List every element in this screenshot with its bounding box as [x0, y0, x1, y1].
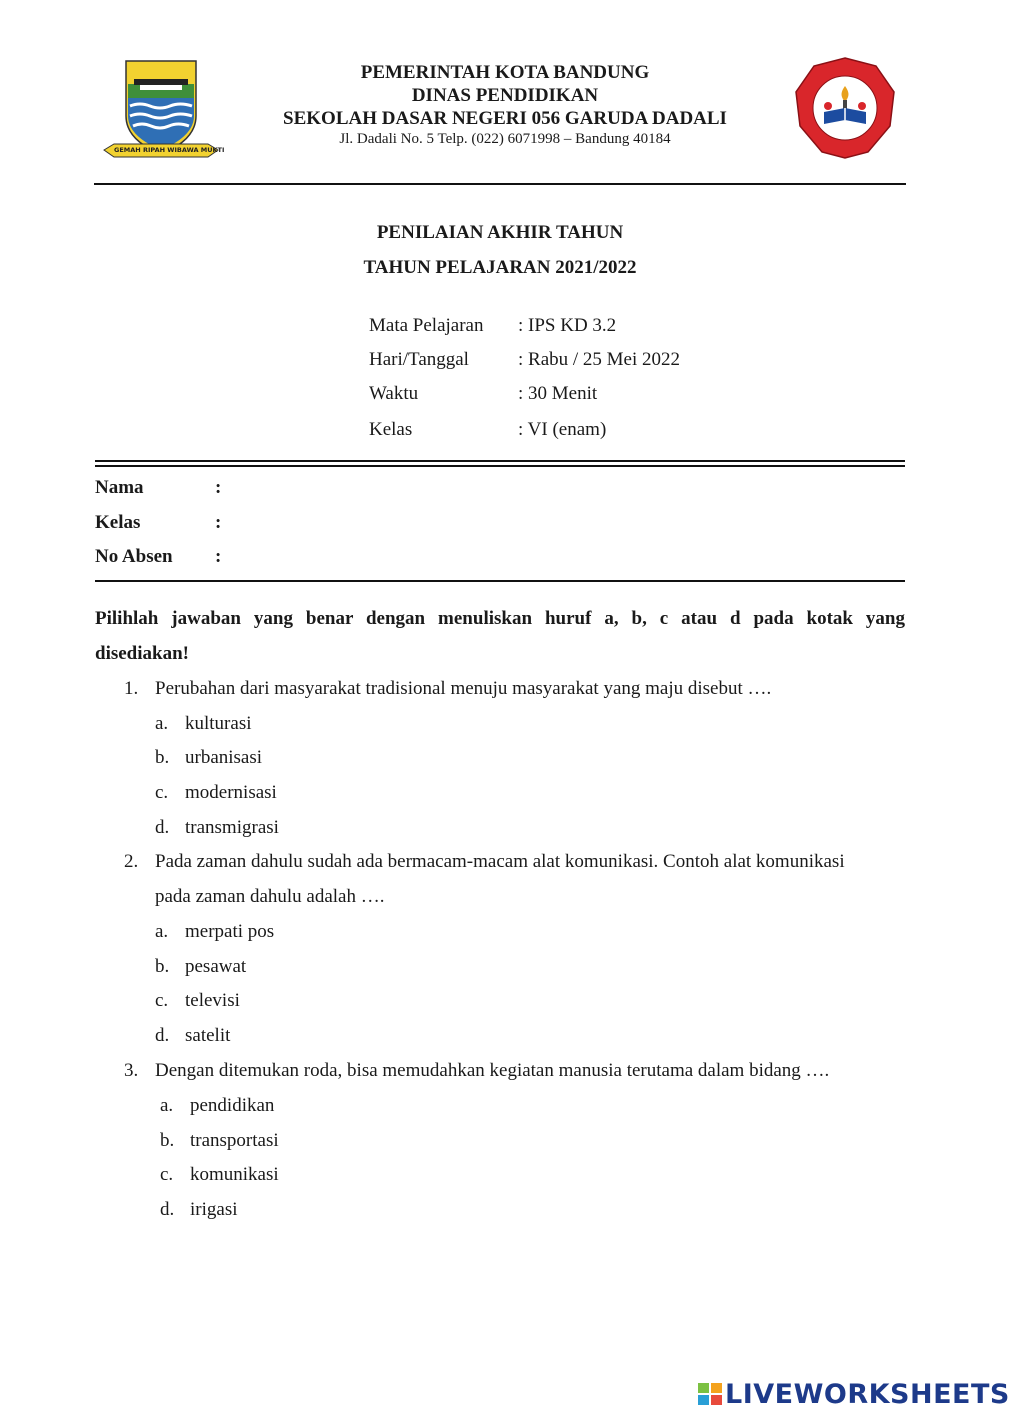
option-text[interactable]: modernisasi [185, 782, 277, 803]
option-letter: d. [160, 1199, 175, 1220]
student-fields-divider [95, 580, 905, 582]
info-time-value: : 30 Menit [518, 383, 598, 404]
option-letter: c. [155, 782, 169, 803]
exam-school-year: TAHUN PELAJARAN 2021/2022 [363, 257, 637, 278]
option-letter: a. [155, 713, 169, 734]
option-text[interactable]: urbanisasi [185, 747, 263, 768]
liveworksheets-wordmark: LIVEWORKSHEETS [725, 1378, 1010, 1410]
question-number: 2. [124, 851, 139, 872]
info-double-divider [95, 460, 905, 467]
student-class-field[interactable]: : [215, 512, 222, 533]
option-text[interactable]: pendidikan [190, 1095, 275, 1116]
option-text[interactable]: merpati pos [185, 921, 275, 942]
letterhead-school-name: SEKOLAH DASAR NEGERI 056 GARUDA DADALI [283, 108, 727, 129]
info-time-label: Waktu [369, 383, 419, 404]
option-letter: d. [155, 817, 170, 838]
question-text: Pada zaman dahulu sudah ada bermacam-macam alat komunikasi. Contoh alat komunikasi [155, 851, 845, 872]
letterhead-divider [94, 183, 906, 185]
liveworksheets-watermark [697, 1378, 1010, 1410]
crest-motto-ribbon: GEMAH RIPAH WIBAWA MUKTI [114, 146, 225, 154]
option-text[interactable]: komunikasi [190, 1164, 279, 1185]
option-text[interactable]: transportasi [190, 1130, 279, 1151]
info-class-value: : VI (enam) [518, 419, 607, 440]
letterhead-department: DINAS PENDIDIKAN [411, 85, 599, 106]
instructions-line-1: Pilihlah jawaban yang benar dengan menuliskan huruf a, b, c atau d pada kotak yang [95, 608, 905, 629]
option-letter: c. [160, 1164, 174, 1185]
option-text[interactable]: transmigrasi [185, 817, 279, 838]
question-text-continued: pada zaman dahulu adalah …. [155, 886, 385, 907]
option-letter: c. [155, 990, 169, 1011]
option-text[interactable]: satelit [185, 1025, 231, 1046]
letterhead-government: PEMERINTAH KOTA BANDUNG [360, 62, 650, 83]
exam-title: PENILAIAN AKHIR TAHUN [376, 222, 624, 243]
student-name-field[interactable]: : [215, 477, 222, 498]
option-letter: b. [160, 1130, 175, 1151]
option-text[interactable]: kulturasi [185, 713, 252, 734]
info-date-label: Hari/Tanggal [369, 349, 469, 370]
liveworksheets-logo-icon [697, 1381, 723, 1407]
option-text[interactable]: irigasi [190, 1199, 238, 1220]
student-name-label: Nama [95, 477, 144, 498]
student-absen-label: No Absen [95, 546, 173, 567]
question-number: 1. [124, 678, 139, 699]
student-absen-field[interactable]: : [215, 546, 222, 567]
info-class-label: Kelas [369, 419, 413, 440]
option-letter: a. [155, 921, 169, 942]
question-number: 3. [124, 1060, 139, 1081]
option-text[interactable]: televisi [185, 990, 240, 1011]
info-date-value: : Rabu / 25 Mei 2022 [518, 349, 681, 370]
option-letter: d. [155, 1025, 170, 1046]
option-text[interactable]: pesawat [185, 956, 247, 977]
option-letter: a. [160, 1095, 174, 1116]
letterhead-address: Jl. Dadali No. 5 Telp. (022) 6071998 – Bandung 40184 [339, 131, 671, 147]
option-letter: b. [155, 747, 170, 768]
student-class-label: Kelas [95, 512, 141, 533]
school-emblem-logo [792, 56, 898, 160]
info-subject-label: Mata Pelajaran [369, 315, 484, 336]
info-subject-value: : IPS KD 3.2 [518, 315, 617, 336]
question-text: Dengan ditemukan roda, bisa memudahkan kegiatan manusia terutama dalam bidang …. [155, 1060, 830, 1081]
instructions-line-2: disediakan! [95, 643, 189, 664]
option-letter: b. [155, 956, 170, 977]
question-text: Perubahan dari masyarakat tradisional menuju masyarakat yang maju disebut …. [155, 678, 772, 699]
